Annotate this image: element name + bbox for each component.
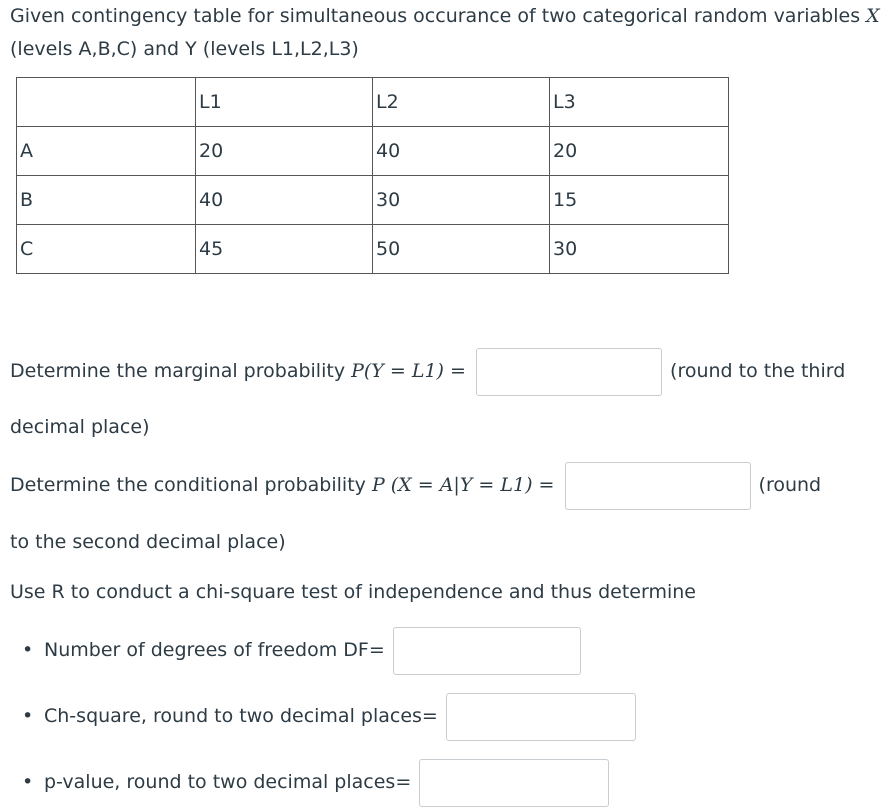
row-label: C bbox=[17, 225, 196, 274]
header-cell bbox=[17, 78, 196, 127]
table-row bbox=[17, 176, 729, 225]
row-label: B bbox=[17, 176, 196, 225]
marginal-answer-input[interactable] bbox=[476, 348, 662, 396]
table-cell: 40 bbox=[373, 127, 550, 176]
chisq-answer-input[interactable] bbox=[446, 693, 636, 741]
intro-text: Given contingency table for simultaneous occurance of two categorical random variables bbox=[10, 5, 867, 27]
bullet: • bbox=[22, 705, 34, 727]
table-header-row bbox=[17, 78, 729, 127]
table-cell: 45 bbox=[196, 225, 373, 274]
chisq-label: Ch-square, round to two decimal places= bbox=[44, 705, 438, 727]
q2-continuation: to the second decimal place) bbox=[10, 531, 286, 553]
list-item bbox=[22, 756, 609, 808]
q1-math: P(Y = L1) = bbox=[351, 360, 466, 382]
list-item bbox=[22, 624, 581, 676]
chisq-instruction: Use R to conduct a chi-square test of independence and thus determine bbox=[10, 581, 696, 603]
row-label: A bbox=[17, 127, 196, 176]
table-cell: 30 bbox=[550, 225, 729, 274]
q1-continuation: decimal place) bbox=[10, 416, 150, 438]
table-cell: 15 bbox=[550, 176, 729, 225]
pvalue-label: p-value, round to two decimal places= bbox=[44, 771, 412, 793]
q2-suffix: (round bbox=[758, 474, 822, 496]
table-cell: 20 bbox=[196, 127, 373, 176]
pvalue-answer-input[interactable] bbox=[419, 759, 609, 807]
table-cell: 20 bbox=[550, 127, 729, 176]
var-x: X bbox=[866, 5, 880, 27]
header-cell: L3 bbox=[550, 78, 729, 127]
contingency-table bbox=[16, 77, 729, 274]
list-item bbox=[22, 690, 636, 742]
q2-prefix: Determine the conditional probability bbox=[10, 474, 372, 496]
bullet: • bbox=[22, 771, 34, 793]
table-cell: 50 bbox=[373, 225, 550, 274]
table-cell: 30 bbox=[373, 176, 550, 225]
marginal-question bbox=[10, 345, 845, 397]
header-cell: L2 bbox=[373, 78, 550, 127]
df-label: Number of degrees of freedom DF= bbox=[44, 639, 385, 661]
header-cell: L1 bbox=[196, 78, 373, 127]
conditional-question bbox=[10, 459, 821, 511]
table-cell: 40 bbox=[196, 176, 373, 225]
q2-math: P (X = A|Y = L1) = bbox=[371, 474, 555, 496]
df-answer-input[interactable] bbox=[393, 627, 581, 675]
conditional-answer-input[interactable] bbox=[565, 462, 751, 510]
table-row bbox=[17, 127, 729, 176]
q1-suffix: (round to the third bbox=[670, 360, 846, 382]
intro-text-2: (levels A,B,C) and Y (levels L1,L2,L3) bbox=[10, 38, 359, 60]
table-row bbox=[17, 225, 729, 274]
q1-prefix: Determine the marginal probability bbox=[10, 360, 352, 382]
problem-intro bbox=[10, 0, 890, 66]
bullet: • bbox=[22, 639, 34, 661]
